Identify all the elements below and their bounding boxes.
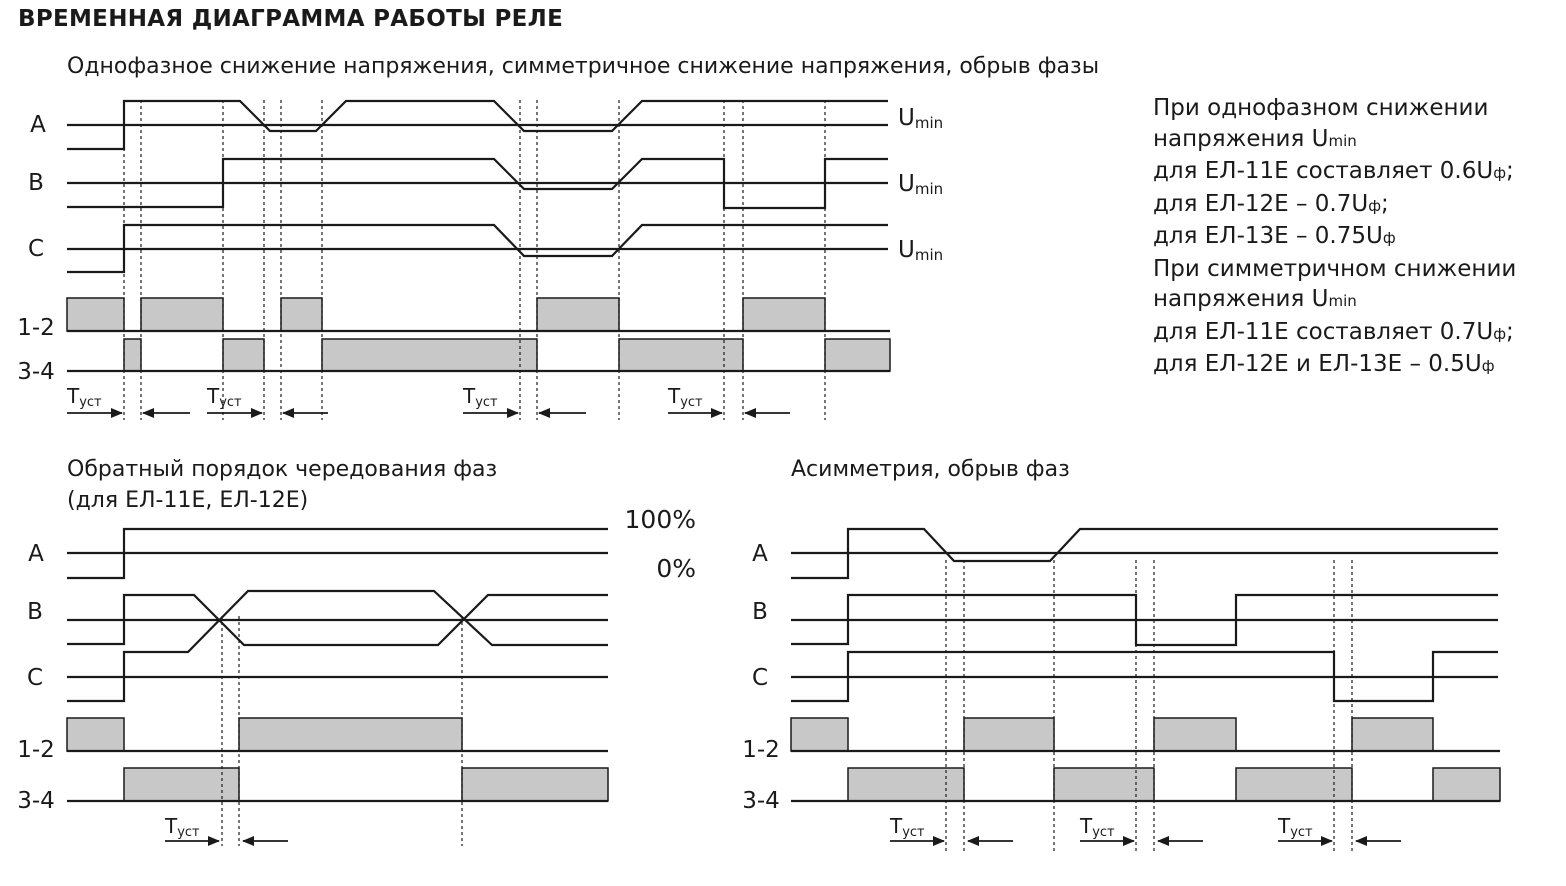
t-ust-label: Tуст	[1080, 814, 1115, 840]
t-ust-label: Tуст	[207, 384, 242, 410]
u-min-label: Umin	[898, 237, 944, 264]
level-100-label: 100%	[624, 505, 696, 534]
t-ust-label: Tуст	[67, 384, 102, 410]
relay-on-block	[1352, 718, 1433, 751]
relay-on-block	[462, 768, 608, 801]
note-line: для ЕЛ-11Е составляет 0.6Uф;	[1153, 158, 1514, 184]
note-line: для ЕЛ-11Е составляет 0.7Uф;	[1153, 318, 1514, 345]
relay-on-block	[223, 339, 264, 371]
arrow-right-head	[251, 408, 263, 418]
arrow-left-head	[242, 836, 254, 846]
arrow-right-head	[711, 408, 723, 418]
t-ust-label: Tуст	[668, 384, 703, 410]
note-line: для ЕЛ-12Е и ЕЛ-13Е – 0.5Uф	[1153, 351, 1495, 377]
t-ust-label: Tуст	[890, 814, 925, 840]
u-min-label: Umin	[898, 171, 944, 198]
note-line: При симметричном снижении	[1153, 255, 1517, 282]
arrow-right-head	[111, 408, 123, 418]
contact-12-label: 1-2	[17, 315, 55, 341]
relay-on-block	[239, 718, 462, 751]
note-line: При однофазном снижении	[1153, 95, 1489, 121]
diagram-2-subtitle: (для ЕЛ-11Е, ЕЛ-12Е)	[67, 488, 309, 513]
note-line: для ЕЛ-13Е – 0.75Uф	[1153, 223, 1396, 249]
phase-a-label: A	[752, 541, 768, 567]
note-line: напряжения Umin	[1153, 286, 1357, 312]
relay-on-block	[1154, 718, 1236, 751]
phase-a-label: A	[30, 112, 46, 138]
relay-on-block	[322, 339, 537, 371]
relay-on-block	[281, 298, 322, 331]
t-ust-label: Tуст	[1278, 814, 1313, 840]
arrow-right-head	[1123, 836, 1135, 846]
relay-on-block	[141, 298, 223, 331]
arrow-right-head	[208, 836, 220, 846]
diagram-3-title: Асимметрия, обрыв фаз	[791, 457, 1070, 482]
arrow-left-head	[967, 836, 979, 846]
contact-12-label: 1-2	[17, 737, 55, 763]
arrow-right-head	[1321, 836, 1333, 846]
phase-c-label: C	[27, 236, 45, 262]
diagram-2-title: Обратный порядок чередования фаз	[67, 457, 498, 482]
relay-on-block	[1433, 768, 1500, 801]
note-line: напряжения Umin	[1153, 125, 1357, 152]
arrow-left-head	[744, 408, 756, 418]
relay-on-block	[1054, 768, 1154, 801]
relay-on-block	[791, 718, 848, 751]
arrow-left-head	[142, 408, 154, 418]
t-ust-label: Tуст	[165, 814, 200, 840]
phase-a-label: A	[28, 541, 44, 567]
relay-on-block	[67, 718, 124, 751]
arrow-right-head	[933, 836, 945, 846]
relay-on-block	[825, 339, 890, 371]
contact-34-label: 3-4	[742, 788, 780, 814]
diagram-1-title: Однофазное снижение напряжения, симметричное снижение напряжения, обрыв фазы	[67, 54, 1100, 79]
arrow-left-head	[1355, 836, 1367, 846]
phase-b-label: B	[28, 170, 44, 196]
u-min-label: Umin	[898, 105, 944, 132]
phase-b-label: B	[27, 599, 43, 625]
phase-b-label: B	[752, 599, 768, 625]
phase-c-label: C	[26, 665, 44, 691]
contact-34-label: 3-4	[17, 359, 55, 385]
relay-on-block	[537, 298, 619, 331]
relay-on-block	[67, 298, 124, 331]
relay-on-block	[964, 718, 1054, 751]
relay-on-block	[743, 298, 825, 331]
note-line: для ЕЛ-12Е – 0.7Uф;	[1153, 190, 1389, 217]
arrow-right-head	[507, 408, 519, 418]
arrow-left-head	[538, 408, 550, 418]
t-ust-label: Tуст	[463, 384, 498, 410]
contact-12-label: 1-2	[742, 737, 780, 763]
arrow-left-head	[282, 408, 294, 418]
page-title: ВРЕМЕННАЯ ДИАГРАММА РАБОТЫ РЕЛЕ	[18, 6, 564, 32]
contact-34-label: 3-4	[17, 788, 55, 814]
phase-c-label: C	[751, 665, 769, 691]
relay-on-block	[124, 339, 141, 371]
level-0-label: 0%	[656, 554, 696, 583]
arrow-left-head	[1157, 836, 1169, 846]
